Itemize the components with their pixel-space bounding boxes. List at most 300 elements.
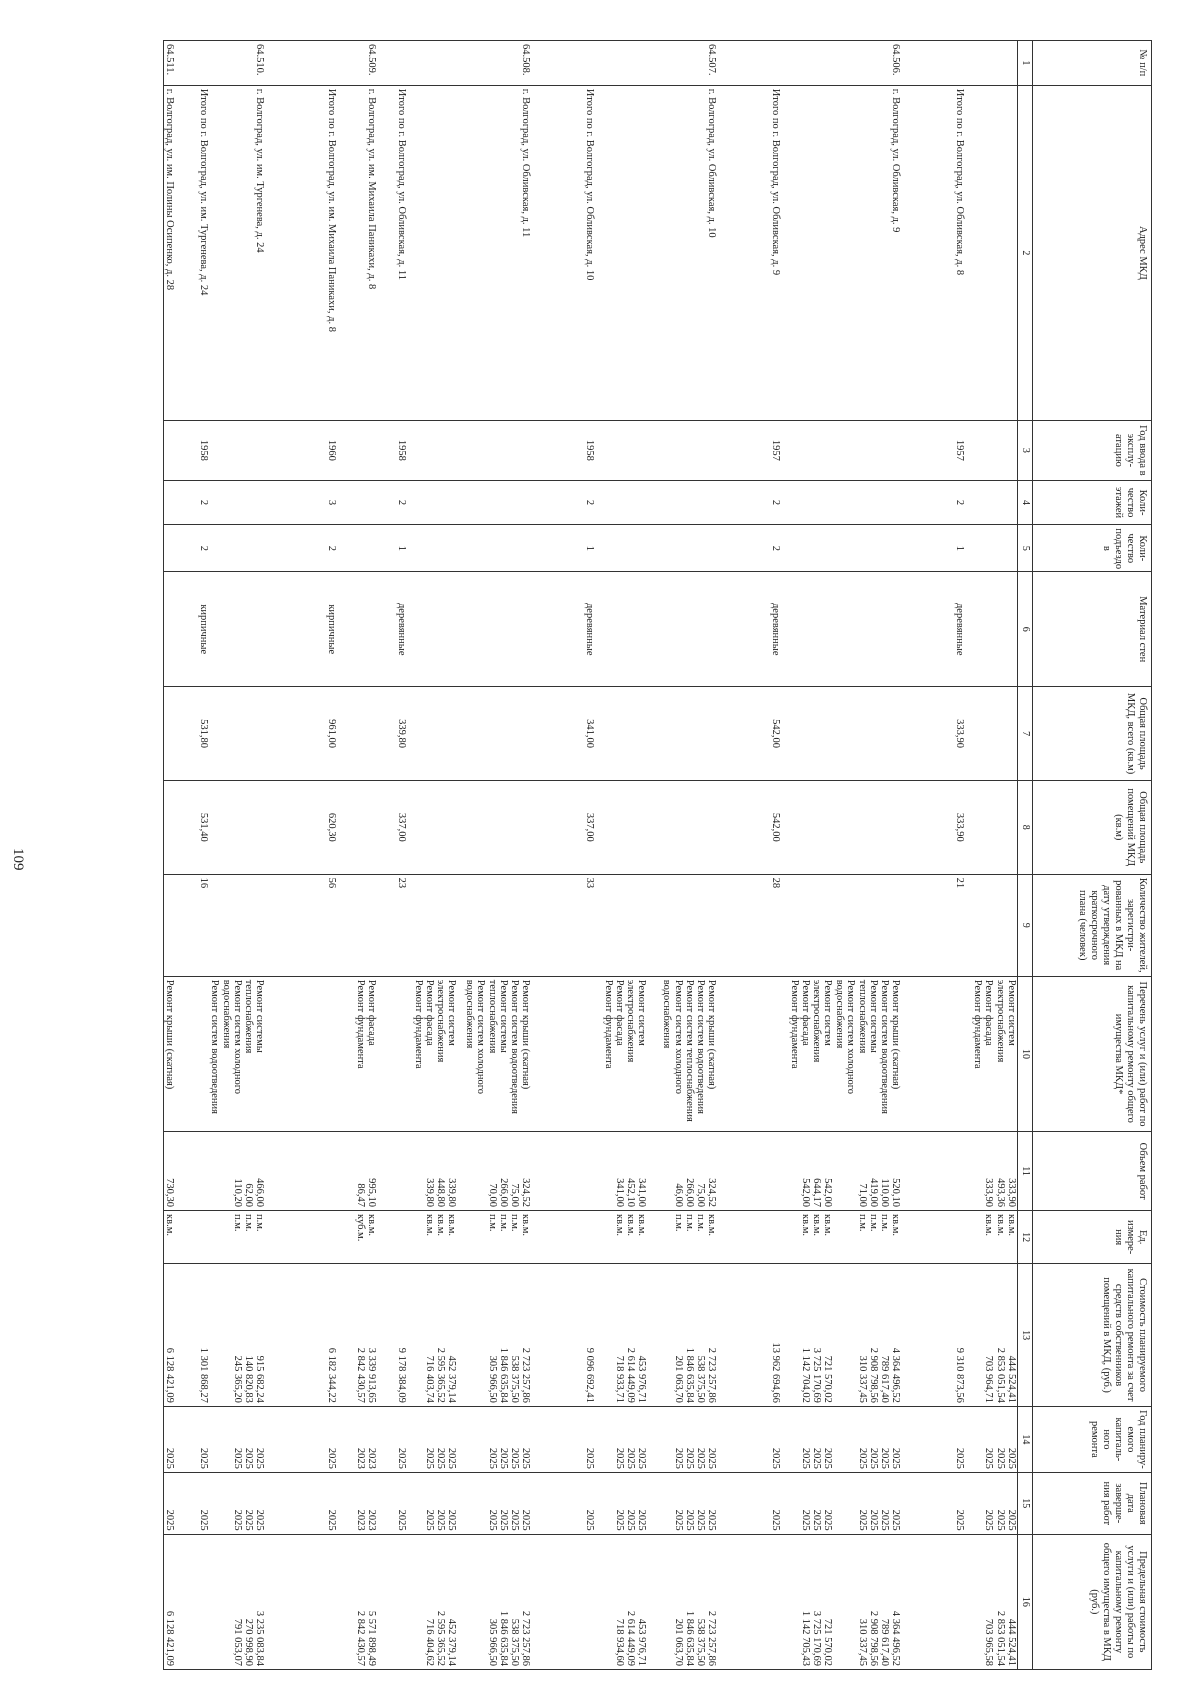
- cell-address: [648, 85, 718, 420]
- cell-floors: [209, 480, 266, 525]
- repair-year: 2025: [994, 1447, 1006, 1469]
- cell-premises-area: [378, 780, 408, 874]
- cell-entrances: [966, 525, 1018, 572]
- cell-cost: [163, 1264, 175, 1407]
- cell-unit: [338, 1211, 378, 1264]
- cell-residents: [378, 874, 408, 976]
- cell-entrances: [532, 525, 596, 572]
- cell-cost: [209, 1264, 266, 1407]
- repair-year: 2025: [613, 1447, 625, 1469]
- cell-year: [209, 421, 266, 481]
- entrance-count: 1: [954, 545, 966, 551]
- limit-cost: 4 364 496,52: [890, 1610, 902, 1666]
- cell-total-area: [378, 687, 408, 781]
- cell-entrances: [175, 525, 209, 572]
- col-header-works: Перечень услуг и (или) работ по капитальному ремонту общего имущества МКД*: [1033, 976, 1152, 1131]
- col-header-repair-year: Год планиру-емого капиталь-ного ремонта: [1033, 1406, 1152, 1472]
- cell-premises-area: [782, 780, 834, 874]
- work-item: Ремонт фундамента: [412, 979, 424, 1069]
- row-number: 64.510.: [254, 44, 266, 76]
- cell-unit: [718, 1211, 782, 1264]
- cell-total-area: [596, 687, 648, 781]
- planned-cost: 453 976,71: [636, 1355, 648, 1403]
- total-row: [902, 41, 966, 1670]
- completion-year: 2025: [486, 1509, 498, 1531]
- work-item: Ремонт систем теплоснабжения: [683, 979, 695, 1122]
- work-item: Ремонт систем холодного водоснабжения: [661, 979, 684, 1094]
- wall-material: деревянные: [770, 602, 782, 656]
- cell-limit: [718, 1534, 782, 1669]
- completion-year: 2025: [811, 1509, 823, 1531]
- total-area: 333,90: [954, 719, 966, 748]
- work-item: Ремонт фасада: [799, 979, 811, 1046]
- work-volume: 542,00: [799, 1178, 811, 1208]
- work-volume: 452,10: [625, 1178, 637, 1208]
- cell-address: [209, 85, 266, 420]
- cell-material: [458, 572, 532, 687]
- cell-floors: [175, 480, 209, 525]
- measure-unit: п.м.: [683, 1214, 695, 1232]
- cell-premises-area: [209, 780, 266, 874]
- cell-total-area: [338, 687, 378, 781]
- column-number: 4: [1018, 480, 1033, 525]
- completion-year: 2025: [867, 1509, 879, 1531]
- planned-cost: 452 379,14: [446, 1355, 458, 1403]
- completion-year: 2025: [197, 1509, 209, 1531]
- planned-cost: 2 614 449,09: [625, 1347, 637, 1403]
- repair-year: 2025: [446, 1447, 458, 1469]
- work-volume: 520,10: [890, 1178, 902, 1208]
- measure-unit: кв.м.: [520, 1214, 532, 1236]
- cell-cost: [338, 1264, 378, 1407]
- planned-cost: 718 933,71: [613, 1355, 625, 1403]
- cell-volume: [782, 1132, 834, 1211]
- cell-volume: [338, 1132, 378, 1211]
- completion-year: 2023: [355, 1509, 367, 1531]
- col-header-wall-material: Материал стен: [1033, 572, 1152, 687]
- completion-year: 2025: [799, 1509, 811, 1531]
- planned-cost: 716 403,74: [423, 1355, 435, 1403]
- limit-cost: 789 617,40: [879, 1618, 891, 1666]
- table-row: [163, 41, 175, 1670]
- cell-year: [532, 421, 596, 481]
- planned-cost: 789 617,40: [879, 1355, 891, 1403]
- cell-number: [378, 41, 408, 86]
- resident-count: 28: [770, 877, 782, 889]
- cell-floors: [266, 480, 338, 525]
- work-item: Ремонт систем электроснабжения: [625, 979, 648, 1063]
- completion-year: 2025: [1006, 1509, 1017, 1531]
- commission-year: 1960: [326, 439, 338, 461]
- col-header-entrances: Коли-чество подъездо в: [1033, 525, 1152, 572]
- address: г. Волгоград, ул. им. Полины Осипенко, д. 28: [163, 88, 175, 291]
- cell-residents: [175, 874, 209, 976]
- work-item: Ремонт системы теплоснабжения: [243, 979, 266, 1054]
- column-number: 11: [1018, 1132, 1033, 1211]
- cell-works: [782, 976, 834, 1131]
- premises-area: 337,00: [396, 812, 408, 842]
- planned-cost: 6 128 421,09: [163, 1347, 175, 1403]
- entrance-count: 2: [770, 545, 782, 551]
- work-volume: 86,47: [355, 1183, 367, 1208]
- completion-year: 2025: [435, 1509, 447, 1531]
- cell-repair-year: [966, 1406, 1018, 1472]
- measure-unit: п.м.: [695, 1214, 707, 1232]
- cell-residents: [458, 874, 532, 976]
- cell-floors: [834, 480, 902, 525]
- floor-count: 2: [584, 499, 596, 506]
- completion-year: 2025: [326, 1509, 338, 1531]
- planned-cost: 2 723 257,86: [706, 1347, 718, 1403]
- cell-number: [648, 41, 718, 86]
- work-volume: 70,00: [486, 1183, 498, 1208]
- col-header-premises-area: Общая площадь помещений МКД (кв.м): [1033, 780, 1152, 874]
- column-number: 12: [1018, 1211, 1033, 1264]
- work-volume: 324,52: [706, 1178, 718, 1208]
- repair-year: 2025: [856, 1447, 868, 1469]
- cell-works: [378, 976, 408, 1131]
- cell-volume: [648, 1132, 718, 1211]
- cell-year: [718, 421, 782, 481]
- cell-material: [718, 572, 782, 687]
- repair-year: 2025: [867, 1447, 879, 1469]
- cell-total-area: [175, 687, 209, 781]
- work-item: Ремонт систем водоотведения: [695, 979, 707, 1114]
- completion-year: 2025: [706, 1509, 718, 1531]
- cell-works: [338, 976, 378, 1131]
- total-area: 542,00: [770, 719, 782, 748]
- measure-unit: кв.м.: [890, 1214, 902, 1236]
- cell-repair-year: [458, 1406, 532, 1472]
- cell-floors: [458, 480, 532, 525]
- cell-cost: [648, 1264, 718, 1407]
- work-volume: 341,00: [636, 1178, 648, 1208]
- row-number: 64.506.: [890, 44, 902, 76]
- limit-cost: 6 128 421,09: [163, 1610, 175, 1666]
- commission-year: 1957: [954, 439, 966, 461]
- cell-material: [902, 572, 966, 687]
- cell-material: [596, 572, 648, 687]
- repair-year: 2025: [770, 1447, 782, 1469]
- work-item: Ремонт фундамента: [602, 979, 614, 1069]
- cell-year: [648, 421, 718, 481]
- cell-limit: [966, 1534, 1018, 1669]
- cell-residents: [408, 874, 458, 976]
- measure-unit: п.м.: [672, 1214, 684, 1232]
- col-header-completion-date: Плановая дата заверше-ния работ: [1033, 1472, 1152, 1534]
- repair-year: 2025: [197, 1447, 209, 1469]
- cell-year: [596, 421, 648, 481]
- cell-completion: [718, 1472, 782, 1534]
- cell-year: [175, 421, 209, 481]
- planned-cost: 140 820,83: [243, 1355, 255, 1403]
- document-page: [40, 40, 1152, 1670]
- completion-year: 2025: [994, 1509, 1006, 1531]
- cell-number: [408, 41, 458, 86]
- completion-year: 2025: [770, 1509, 782, 1531]
- cell-material: [408, 572, 458, 687]
- header-row: [1033, 41, 1152, 1670]
- cell-entrances: [378, 525, 408, 572]
- cell-unit: [532, 1211, 596, 1264]
- completion-year: 2023: [366, 1509, 378, 1531]
- completion-year: 2025: [396, 1509, 408, 1531]
- address: Итого по г. Волгоград, ул. им. Михаила Паникахи, д. 8: [326, 88, 338, 332]
- premises-area: 620,30: [326, 812, 338, 842]
- premises-area: 542,00: [770, 812, 782, 842]
- table-row: [209, 41, 266, 1670]
- table-body: [163, 41, 1017, 1670]
- cell-year: [163, 421, 175, 481]
- cell-address: [902, 85, 966, 420]
- work-volume: 730,30: [163, 1178, 175, 1208]
- address: Итого по г. Волгоград, ул. Обливская, д. 11: [396, 88, 408, 280]
- cell-year: [266, 421, 338, 481]
- cell-volume: [834, 1132, 902, 1211]
- cell-volume: [175, 1132, 209, 1211]
- repair-year: 2025: [509, 1447, 521, 1469]
- cell-residents: [648, 874, 718, 976]
- total-row: [378, 41, 408, 1670]
- cell-total-area: [408, 687, 458, 781]
- work-volume: 75,00: [509, 1183, 521, 1208]
- work-volume: 995,10: [366, 1178, 378, 1208]
- wall-material: кирпичные: [326, 604, 338, 655]
- cell-address: [378, 85, 408, 420]
- repair-year: 2025: [435, 1447, 447, 1469]
- cell-total-area: [266, 687, 338, 781]
- cell-premises-area: [532, 780, 596, 874]
- repair-year: 2025: [486, 1447, 498, 1469]
- measure-unit: кв.м.: [163, 1214, 175, 1236]
- address: г. Волгоград, ул. им. Михаила Паникахи, д. 8: [366, 88, 378, 290]
- table-row: [966, 41, 1018, 1670]
- cell-entrances: [648, 525, 718, 572]
- cell-repair-year: [834, 1406, 902, 1472]
- col-header-number: № п/п: [1033, 41, 1152, 86]
- cell-premises-area: [648, 780, 718, 874]
- cell-total-area: [532, 687, 596, 781]
- wall-material: деревянные: [584, 602, 596, 656]
- limit-cost: 1 846 635,84: [683, 1610, 695, 1666]
- cell-address: [408, 85, 458, 420]
- column-number: 13: [1018, 1264, 1033, 1407]
- limit-cost: 2 853 051,54: [994, 1610, 1006, 1666]
- cell-year: [966, 421, 1018, 481]
- cell-premises-area: [266, 780, 338, 874]
- col-header-volume: Объем работ: [1033, 1132, 1152, 1211]
- total-row: [532, 41, 596, 1670]
- repair-year: 2025: [520, 1447, 532, 1469]
- premises-area: 333,90: [954, 812, 966, 842]
- planned-cost: 703 964,71: [983, 1355, 995, 1403]
- cell-number: [596, 41, 648, 86]
- table-row: [648, 41, 718, 1670]
- wall-material: деревянные: [396, 602, 408, 656]
- total-area: 339,80: [396, 719, 408, 748]
- limit-cost: 791 053,07: [231, 1618, 243, 1666]
- column-number: 10: [1018, 976, 1033, 1131]
- col-header-cost: Стоимость планируемого капитального ремонта за счет средств собственников помещений в МКД, (руб.): [1033, 1264, 1152, 1407]
- work-volume: 266,00: [497, 1178, 509, 1208]
- address: Итого по г. Волгоград, ул. им. Тургенева, д. 24: [197, 88, 209, 296]
- cell-unit: [966, 1211, 1018, 1264]
- cell-cost: [175, 1264, 209, 1407]
- limit-cost: 2 842 430,57: [355, 1610, 367, 1666]
- cell-entrances: [266, 525, 338, 572]
- cell-unit: [163, 1211, 175, 1264]
- work-item: Ремонт систем водоотведения: [209, 979, 221, 1114]
- work-volume: 71,00: [856, 1183, 868, 1208]
- cell-floors: [782, 480, 834, 525]
- cell-floors: [408, 480, 458, 525]
- cell-address: [718, 85, 782, 420]
- measure-unit: кв.м.: [613, 1214, 625, 1236]
- planned-cost: 2 723 257,86: [520, 1347, 532, 1403]
- cell-repair-year: [163, 1406, 175, 1472]
- cell-completion: [648, 1472, 718, 1534]
- cell-premises-area: [408, 780, 458, 874]
- work-item: Ремонт фасада: [423, 979, 435, 1046]
- measure-unit: п.м.: [254, 1214, 266, 1232]
- row-number: 64.508.: [520, 44, 532, 76]
- repair-year: 2025: [799, 1447, 811, 1469]
- repair-year: 2025: [954, 1447, 966, 1469]
- limit-cost: 538 375,50: [509, 1618, 521, 1666]
- limit-cost: 721 570,02: [822, 1618, 834, 1666]
- cell-material: [378, 572, 408, 687]
- col-header-floors: Коли-чество этажей: [1033, 480, 1152, 525]
- cell-residents: [266, 874, 338, 976]
- cell-cost: [458, 1264, 532, 1407]
- cell-unit: [209, 1211, 266, 1264]
- total-area: 531,80: [197, 719, 209, 748]
- repair-year: 2025: [879, 1447, 891, 1469]
- planned-cost: 2 842 430,57: [355, 1347, 367, 1403]
- cell-unit: [266, 1211, 338, 1264]
- column-number: 15: [1018, 1472, 1033, 1534]
- floor-count: 2: [197, 499, 209, 506]
- cell-cost: [408, 1264, 458, 1407]
- planned-cost: 1 142 704,02: [799, 1347, 811, 1403]
- table-row: [408, 41, 458, 1670]
- commission-year: 1957: [770, 439, 782, 461]
- completion-year: 2025: [613, 1509, 625, 1531]
- cell-completion: [834, 1472, 902, 1534]
- limit-cost: 1 846 635,84: [497, 1610, 509, 1666]
- cell-works: [834, 976, 902, 1131]
- cell-limit: [209, 1534, 266, 1669]
- planned-cost: 13 962 694,66: [770, 1342, 782, 1403]
- completion-year: 2025: [822, 1509, 834, 1531]
- cell-volume: [209, 1132, 266, 1211]
- cell-unit: [408, 1211, 458, 1264]
- repair-year: 2025: [890, 1447, 902, 1469]
- resident-count: 56: [326, 877, 338, 889]
- completion-year: 2025: [446, 1509, 458, 1531]
- cell-completion: [782, 1472, 834, 1534]
- cell-repair-year: [648, 1406, 718, 1472]
- planned-cost: 6 182 344,22: [326, 1347, 338, 1403]
- commission-year: 1958: [584, 439, 596, 461]
- cell-volume: [458, 1132, 532, 1211]
- cell-number: [175, 41, 209, 86]
- cell-repair-year: [209, 1406, 266, 1472]
- cell-volume: [902, 1132, 966, 1211]
- cell-repair-year: [266, 1406, 338, 1472]
- work-item: Ремонт фасада: [613, 979, 625, 1046]
- cell-works: [163, 976, 175, 1131]
- work-volume: 341,00: [613, 1178, 625, 1208]
- work-item: Ремонт систем водоотведения: [509, 979, 521, 1114]
- address: г. Волгоград, ул. им. Тургенева, д. 24: [254, 88, 266, 253]
- cell-premises-area: [596, 780, 648, 874]
- total-row: [718, 41, 782, 1670]
- cell-premises-area: [902, 780, 966, 874]
- work-item: Ремонт системы теплоснабжения: [486, 979, 509, 1054]
- address: Итого по г. Волгоград, ул. Обливская, д. 8: [954, 88, 966, 276]
- row-number: 64.509.: [366, 44, 378, 76]
- measure-unit: кв.м.: [799, 1214, 811, 1236]
- cell-residents: [209, 874, 266, 976]
- completion-year: 2025: [254, 1509, 266, 1531]
- floor-count: 2: [396, 499, 408, 506]
- work-volume: 333,90: [1006, 1178, 1017, 1208]
- commission-year: 1958: [197, 439, 209, 461]
- limit-cost: 444 524,41: [1006, 1618, 1017, 1666]
- cell-premises-area: [175, 780, 209, 874]
- cell-year: [834, 421, 902, 481]
- column-number-row: [1018, 41, 1033, 1670]
- column-number: 5: [1018, 525, 1033, 572]
- measure-unit: кв.м.: [446, 1214, 458, 1236]
- completion-year: 2025: [584, 1509, 596, 1531]
- repair-year: 2025: [497, 1447, 509, 1469]
- repair-year: 2025: [706, 1447, 718, 1469]
- table-row: [458, 41, 532, 1670]
- cell-year: [408, 421, 458, 481]
- planned-cost: 1 846 635,84: [683, 1347, 695, 1403]
- cell-material: [648, 572, 718, 687]
- entrance-count: 2: [326, 545, 338, 551]
- cell-completion: [338, 1472, 378, 1534]
- planned-cost: 538 375,50: [695, 1355, 707, 1403]
- completion-year: 2025: [672, 1509, 684, 1531]
- repair-year: 2025: [625, 1447, 637, 1469]
- work-volume: 339,80: [446, 1178, 458, 1208]
- cell-unit: [596, 1211, 648, 1264]
- measure-unit: кв.м.: [636, 1214, 648, 1236]
- cell-works: [648, 976, 718, 1131]
- cell-material: [266, 572, 338, 687]
- work-item: Ремонт систем электроснабжения: [994, 979, 1017, 1063]
- repair-year: 2025: [396, 1447, 408, 1469]
- cell-total-area: [782, 687, 834, 781]
- cell-number: [718, 41, 782, 86]
- premises-area: 531,40: [197, 812, 209, 842]
- cell-residents: [532, 874, 596, 976]
- work-volume: 542,00: [822, 1178, 834, 1208]
- cell-completion: [209, 1472, 266, 1534]
- measure-unit: кв.м.: [366, 1214, 378, 1236]
- planned-cost: 245 365,20: [231, 1355, 243, 1403]
- cell-number: [966, 41, 1018, 86]
- cell-repair-year: [338, 1406, 378, 1472]
- cell-cost: [596, 1264, 648, 1407]
- repair-year: 2025: [254, 1447, 266, 1469]
- cell-cost: [532, 1264, 596, 1407]
- measure-unit: п.м.: [243, 1214, 255, 1232]
